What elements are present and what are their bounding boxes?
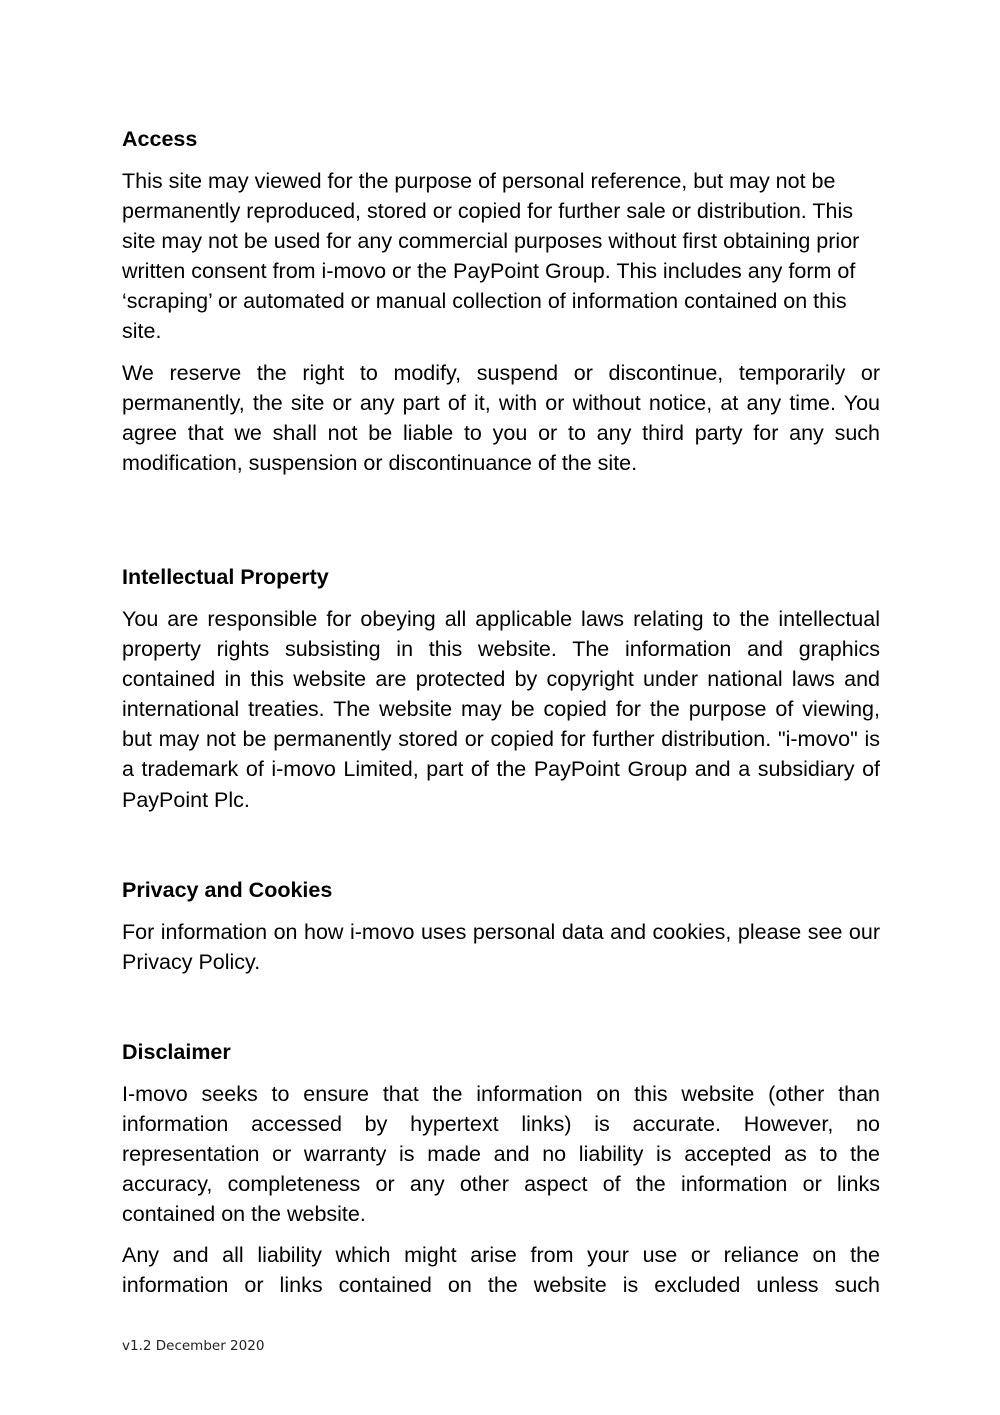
access-paragraph-1: This site may viewed for the purpose of personal reference, but may not be permanently reproduced, stored or copied for further sale or distribution. This site may not be used for any commercial purposes without first obtaining prior written consent from i-movo or the PayPoint Group. This includes any form of ‘scraping’ or automated or manual collection of information contained on this site.: [122, 169, 860, 344]
disclaimer-paragraph-2: Any and all liability which might arise from your use or reliance on the information or links contained on the website is excluded unless such: [122, 1243, 880, 1298]
privacy-heading: Privacy and Cookies: [122, 877, 333, 902]
privacy-section: [122, 875, 880, 977]
privacy-paragraph: For information on how i-movo uses personal data and cookies, please see our Privacy Policy.: [122, 919, 880, 974]
disclaimer-section: [122, 1037, 880, 1301]
intellectual-property-heading: Intellectual Property: [122, 564, 329, 589]
access-heading: Access: [122, 127, 198, 151]
document-page: [122, 124, 880, 1311]
access-paragraph-2: We reserve the right to modify, suspend or discontinue, temporarily or permanently, the site or any part of it, with or without notice, at any time. You agree that we shall not be liable to you or to any third party for any such modification, suspension or discontinuance of the site.: [122, 360, 880, 475]
access-section: [122, 124, 880, 478]
intellectual-property-section: [122, 562, 880, 815]
disclaimer-paragraph-1: I-movo seeks to ensure that the information on this website (other than information accessed by hypertext links) is accurate. However, no representation or warranty is made and no liability is accepted as to the accuracy, completeness or any other aspect of the information or links contained on the website.: [122, 1081, 880, 1227]
footer-version: v1.2 December 2020: [122, 1338, 265, 1354]
intellectual-property-paragraph: You are responsible for obeying all applicable laws relating to the intellectual property rights subsisting in this website. The information and graphics contained in this website are protected by copyright under national laws and international treaties. The website may be copied for the purpose of viewing, but may not be permanently stored or copied for further distribution. "i-movo" is a trademark of i-movo Limited, part of the PayPoint Group and a subsidiary of PayPoint Plc.: [122, 606, 880, 812]
disclaimer-heading: Disclaimer: [122, 1039, 231, 1064]
